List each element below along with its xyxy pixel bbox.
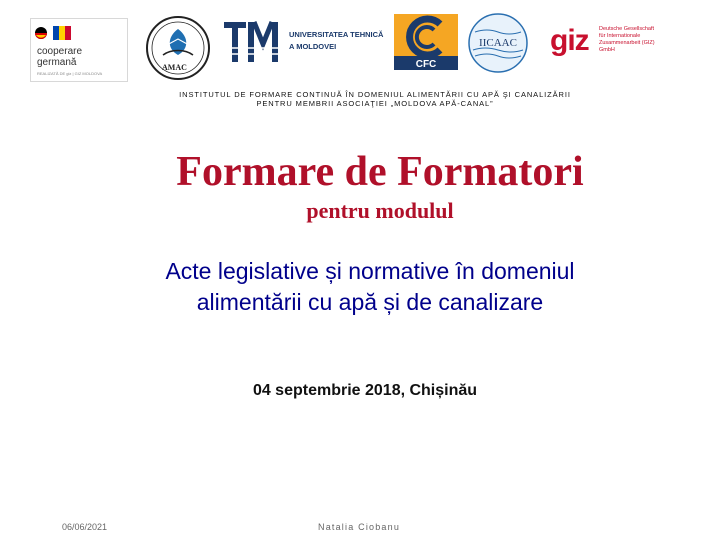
institute-line2: PENTRU MEMBRII ASOCIAŢIEI „MOLDOVA APĂ-CANAL”: [256, 99, 494, 108]
utm-logo: [222, 18, 282, 66]
utm-line1: UNIVERSITATEA TEHNICĂ: [289, 30, 384, 39]
giz-line2: für Internationale: [599, 33, 641, 39]
footer-author: Natalia Ciobanu: [318, 522, 401, 532]
topic-line1: Acte legislative și normative în domeniul: [165, 258, 575, 284]
giz-text: [599, 26, 659, 54]
event-date: 04 septembrie 2018, Chișinău: [252, 382, 478, 399]
flags-icon: [35, 25, 75, 41]
cooperare-germana-logo: [30, 18, 128, 82]
cooperation-line1: cooperare: [37, 46, 83, 57]
giz-line1: Deutsche Gesellschaft: [599, 26, 655, 32]
slide-title: Formare de Formatori: [176, 149, 584, 195]
institute-line1: INSTITUTUL DE FORMARE CONTINUĂ ÎN DOMENIUL ALIMENTĂRII CU APĂ ŞI CANALIZĂRII: [179, 90, 571, 99]
iicaac-label: IICAAC: [479, 37, 517, 49]
cooperation-line2: germană: [37, 57, 77, 68]
utm-line2: A MOLDOVEI: [289, 42, 337, 51]
iicaac-logo: [467, 12, 529, 74]
module-topic: [60, 256, 680, 318]
footer-date: 06/06/2021: [62, 522, 108, 532]
amac-label: AMAC: [162, 63, 187, 72]
cfc-label: CFC: [415, 59, 437, 70]
topic-line2: alimentării cu apă și de canalizare: [196, 289, 544, 315]
giz-line3: Zusammenarbeit (GIZ) GmbH: [599, 40, 655, 53]
cfc-logo: [394, 14, 458, 70]
giz-logo: giz: [550, 24, 589, 57]
slide-subtitle: pentru modulul: [306, 198, 454, 223]
cooperation-line3: REALIZATĂ DE giz | GIZ MOLDOVA: [37, 71, 103, 76]
